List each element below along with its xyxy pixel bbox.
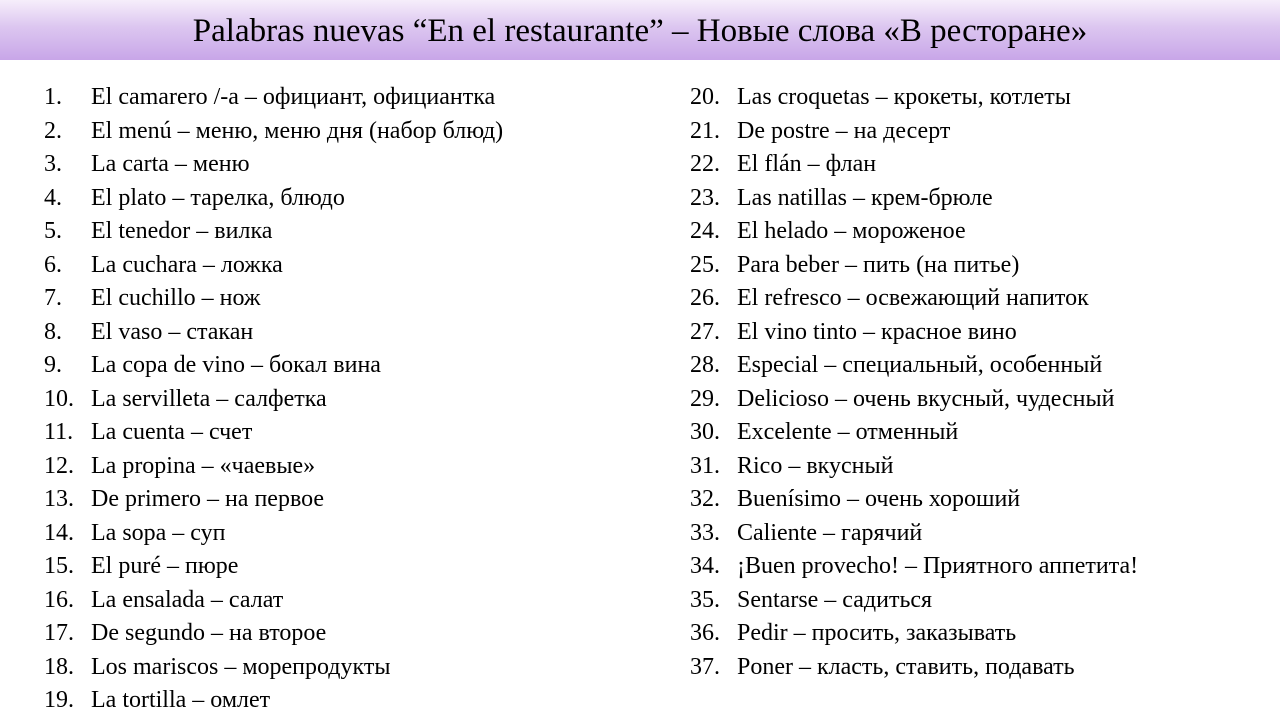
- vocabulary-item: [690, 383, 1260, 417]
- item-text: El menú – меню, меню дня (набор блюд): [91, 117, 504, 144]
- vocabulary-item: [44, 450, 654, 484]
- vocabulary-item: [690, 617, 1260, 651]
- item-number: 15.: [44, 553, 74, 580]
- vocabulary-item: [690, 249, 1260, 283]
- item-text: La tortilla – омлет: [91, 687, 271, 714]
- item-number: 26.: [690, 285, 720, 312]
- vocabulary-item: [690, 316, 1260, 350]
- item-number: 7.: [44, 285, 62, 312]
- item-number: 36.: [690, 620, 720, 647]
- item-number: 12.: [44, 452, 74, 479]
- vocabulary-item: [44, 517, 654, 551]
- vocabulary-item: [690, 483, 1260, 517]
- item-text: Las croquetas – крокеты, котлеты: [737, 84, 1071, 111]
- vocabulary-item: [44, 416, 654, 450]
- item-number: 2.: [44, 117, 62, 144]
- item-text: El puré – пюре: [91, 553, 239, 580]
- item-text: Rico – вкусный: [737, 452, 894, 479]
- item-number: 22.: [690, 151, 720, 178]
- vocabulary-item: [690, 651, 1260, 685]
- vocabulary-item: [44, 349, 654, 383]
- vocabulary-item: [44, 81, 654, 115]
- item-text: Especial – специальный, особенный: [737, 352, 1103, 379]
- vocabulary-list-left: [44, 81, 654, 718]
- item-text: El flán – флан: [737, 151, 877, 178]
- slide-title: Palabras nuevas “En el restaurante” – Новые слова «В ресторане»: [192, 12, 1088, 49]
- item-number: 35.: [690, 586, 720, 613]
- item-text: El tenedor – вилка: [91, 218, 273, 245]
- item-number: 9.: [44, 352, 62, 379]
- item-number: 6.: [44, 251, 62, 278]
- item-number: 27.: [690, 318, 720, 345]
- item-text: De segundo – на второе: [91, 620, 327, 647]
- item-text: La carta – меню: [91, 151, 250, 178]
- item-number: 1.: [44, 84, 62, 111]
- vocabulary-item: [44, 148, 654, 182]
- item-number: 34.: [690, 553, 720, 580]
- item-number: 30.: [690, 419, 720, 446]
- item-number: 25.: [690, 251, 720, 278]
- item-text: La cuchara – ложка: [91, 251, 283, 278]
- vocabulary-item: [690, 182, 1260, 216]
- item-number: 8.: [44, 318, 62, 345]
- item-text: El helado – мороженое: [737, 218, 966, 245]
- item-number: 10.: [44, 385, 74, 412]
- item-text: La copa de vino – бокал вина: [91, 352, 381, 379]
- vocabulary-item: [690, 517, 1260, 551]
- item-number: 23.: [690, 184, 720, 211]
- vocabulary-item: [690, 215, 1260, 249]
- item-text: Poner – класть, ставить, подавать: [737, 653, 1075, 680]
- vocabulary-item: [44, 182, 654, 216]
- vocabulary-item: [44, 617, 654, 651]
- vocabulary-item: [44, 249, 654, 283]
- item-number: 28.: [690, 352, 720, 379]
- item-text: Para beber – пить (на питье): [737, 251, 1020, 278]
- item-text: Caliente – гарячий: [737, 519, 923, 546]
- item-text: La propina – «чаевые»: [91, 452, 316, 479]
- vocabulary-item: [44, 215, 654, 249]
- item-text: El refresco – освежающий напиток: [737, 285, 1089, 312]
- item-text: El plato – тарелка, блюдо: [91, 184, 345, 211]
- item-number: 3.: [44, 151, 62, 178]
- item-number: 17.: [44, 620, 74, 647]
- vocabulary-item: [44, 282, 654, 316]
- item-number: 31.: [690, 452, 720, 479]
- item-number: 4.: [44, 184, 62, 211]
- item-text: El camarero /-a – официант, официантка: [91, 84, 496, 111]
- item-text: El vino tinto – красное вино: [737, 318, 1017, 345]
- vocabulary-item: [690, 584, 1260, 618]
- item-number: 20.: [690, 84, 720, 111]
- item-text: Buenísimo – очень хороший: [737, 486, 1021, 513]
- vocabulary-item: [690, 450, 1260, 484]
- vocabulary-item: [690, 349, 1260, 383]
- item-number: 24.: [690, 218, 720, 245]
- vocabulary-item: [690, 81, 1260, 115]
- vocabulary-item: [690, 416, 1260, 450]
- item-number: 29.: [690, 385, 720, 412]
- item-text: El cuchillo – нож: [91, 285, 261, 312]
- vocabulary-item: [44, 115, 654, 149]
- item-number: 37.: [690, 653, 720, 680]
- vocabulary-list-right: [690, 81, 1260, 684]
- item-number: 32.: [690, 486, 720, 513]
- vocabulary-item: [690, 282, 1260, 316]
- item-text: De postre – на десерт: [737, 117, 951, 144]
- item-text: La servilleta – салфетка: [91, 385, 327, 412]
- vocabulary-item: [44, 316, 654, 350]
- item-number: 14.: [44, 519, 74, 546]
- item-number: 33.: [690, 519, 720, 546]
- vocabulary-item: [44, 383, 654, 417]
- item-number: 19.: [44, 687, 74, 714]
- item-text: El vaso – стакан: [91, 318, 254, 345]
- item-number: 16.: [44, 586, 74, 613]
- item-number: 18.: [44, 653, 74, 680]
- item-text: ¡Buen provecho! – Приятного аппетита!: [737, 553, 1139, 580]
- item-text: De primero – на первое: [91, 486, 325, 513]
- vocabulary-item: [44, 584, 654, 618]
- title-bar: [0, 0, 1280, 60]
- item-text: La cuenta – счет: [91, 419, 253, 446]
- item-text: Sentarse – садиться: [737, 586, 933, 613]
- item-text: Delicioso – очень вкусный, чудесный: [737, 385, 1115, 412]
- vocabulary-item: [690, 115, 1260, 149]
- vocabulary-item: [44, 483, 654, 517]
- vocabulary-item: [44, 651, 654, 685]
- item-number: 11.: [44, 419, 74, 446]
- vocabulary-item: [44, 550, 654, 584]
- item-text: La sopa – суп: [91, 519, 226, 546]
- item-text: Los mariscos – морепродукты: [91, 653, 391, 680]
- item-number: 5.: [44, 218, 62, 245]
- vocabulary-item: [690, 550, 1260, 584]
- item-text: La ensalada – салат: [91, 586, 284, 613]
- item-text: Pedir – просить, заказывать: [737, 620, 1017, 647]
- item-number: 21.: [690, 117, 720, 144]
- vocabulary-item: [44, 684, 654, 718]
- item-text: Excelente – отменный: [737, 419, 959, 446]
- vocabulary-item: [690, 148, 1260, 182]
- item-text: Las natillas – крем-брюле: [737, 184, 993, 211]
- item-number: 13.: [44, 486, 74, 513]
